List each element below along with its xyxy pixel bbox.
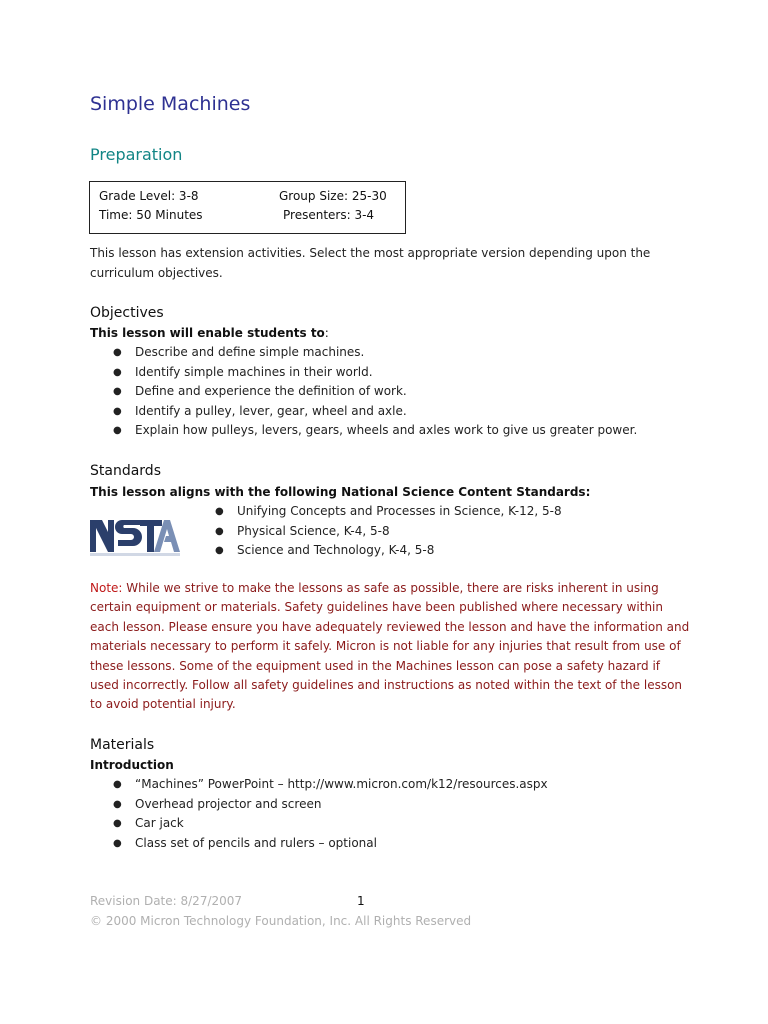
intro-paragraph: This lesson has extension activities. Select the most appropriate version depending upon the curriculum objectives. [90,246,651,280]
list-item: ● Explain how pulleys, levers, gears, wheels and axles work to give us greater power. [135,421,637,441]
bullet-icon: ● [215,506,224,517]
bullet-icon: ● [113,425,122,436]
list-item: ● Car jack [135,814,548,834]
list-item: ● Physical Science, K-4, 5-8 [237,522,562,542]
note-text: While we strive to make the lessons as safe as possible, there are risks inherent in using certain equipment or materials. Safety guidelines have been published where necessary within each lesson. Please ensure you have adequately reviewed the lesson and have the information and materials necessary to perform it safely. Micron is not liable for any injuries that result from use of these lessons. Some of the equipment used in the Machines lesson can pose a safety hazard if used incorrectly. Follow all safety guidelines and instructions as noted within the text of the lesson to avoid potential injury. [90,581,690,712]
list-item: ● Class set of pencils and rulers – optional [135,834,548,854]
list-item: ● Describe and define simple machines. [135,343,637,363]
presenters: Presenters: 3-4 [283,208,375,222]
standards-list [215,502,562,561]
list-item: ● Overhead projector and screen [135,795,548,815]
list-item: ● Science and Technology, K-4, 5-8 [237,541,562,561]
list-item: ● Identify simple machines in their world. [135,363,637,383]
safety-note [90,579,690,715]
grade-level: Grade Level: 3-8 [99,189,199,203]
bullet-icon: ● [113,818,122,829]
list-item: ● Define and experience the definition of work. [135,382,637,402]
note-label: Note: [90,581,123,595]
standards-heading: Standards [90,463,161,479]
objectives-list [113,343,638,441]
bullet-icon: ● [215,545,224,556]
objectives-subheading: This lesson will enable students to: [90,326,329,340]
materials-subheading: Introduction [90,758,174,772]
lesson-info-box [89,181,406,234]
list-item: ● Unifying Concepts and Processes in Science, K-12, 5-8 [237,502,562,522]
copyright: © 2000 Micron Technology Foundation, Inc. All Rights Reserved [90,914,472,928]
objectives-heading: Objectives [90,305,164,321]
bullet-icon: ● [113,779,122,790]
materials-heading: Materials [90,737,155,753]
bullet-icon: ● [113,366,122,378]
page-number: 1 [357,894,365,908]
materials-list [113,775,548,853]
nsta-logo [90,514,180,556]
group-size: Group Size: 25-30 [279,189,387,203]
bullet-icon: ● [215,525,224,537]
bullet-icon: ● [113,347,122,358]
bullet-icon: ● [113,798,122,810]
bullet-icon: ● [113,405,122,417]
document-title: Simple Machines [90,93,251,115]
preparation-heading: Preparation [90,145,183,164]
lesson-time: Time: 50 Minutes [99,208,203,222]
bullet-icon: ● [113,386,122,397]
revision-date: Revision Date: 8/27/2007 [90,894,243,908]
standards-subheading: This lesson aligns with the following National Science Content Standards: [90,485,591,499]
list-item: ● “Machines” PowerPoint – http://www.micron.com/k12/resources.aspx [135,775,548,795]
list-item: ● Identify a pulley, lever, gear, wheel and axle. [135,402,637,422]
bullet-icon: ● [113,837,122,849]
